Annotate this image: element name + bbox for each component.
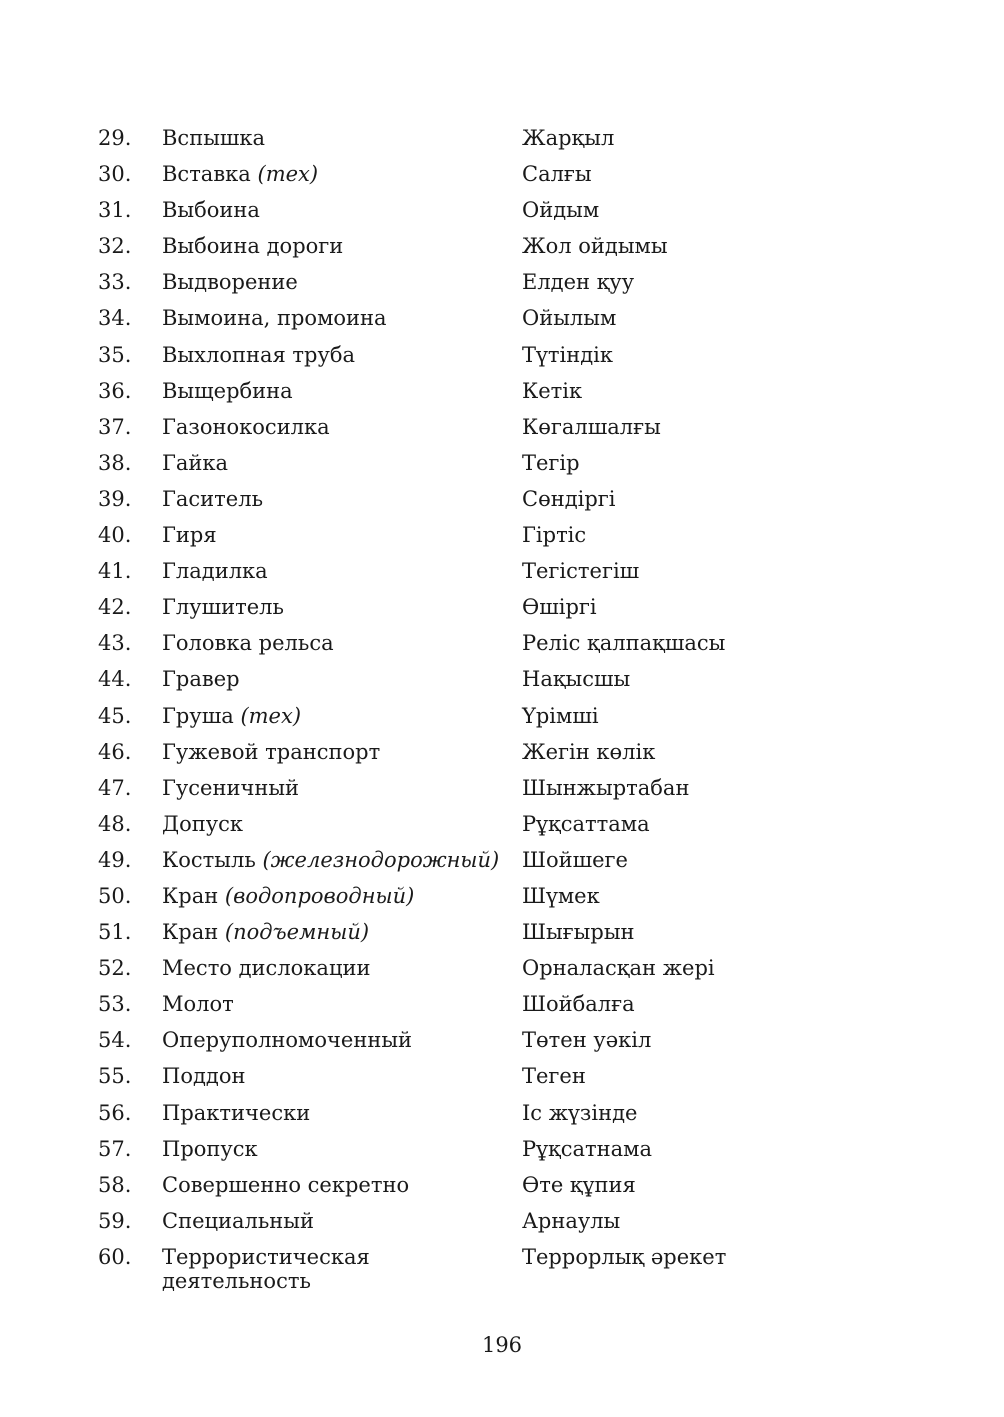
- kazakh-term: Рұқсатнама: [522, 1136, 652, 1161]
- kazakh-term: Шынжыртабан: [522, 775, 690, 800]
- entry-number: 59.: [98, 1208, 132, 1233]
- russian-term: [162, 1203, 522, 1239]
- entry-number: 53.: [98, 992, 132, 1017]
- entry-number: 52.: [98, 956, 132, 981]
- glossary-row: [98, 806, 918, 842]
- usage-note: (железнодорожный): [262, 847, 500, 872]
- kazakh-term: Шойшеге: [522, 847, 628, 872]
- kazakh-term: Сөндіргі: [522, 486, 616, 511]
- russian-term-text: Вымоина, промоина: [162, 306, 387, 331]
- russian-term: [162, 156, 522, 192]
- russian-term: [162, 553, 522, 589]
- glossary-row: [98, 698, 918, 734]
- kazakh-term: Жегін көлік: [522, 739, 656, 764]
- glossary-row: [98, 1167, 918, 1203]
- entry-number: 29.: [98, 126, 132, 150]
- glossary-row: [98, 1095, 918, 1131]
- glossary-row: [98, 589, 918, 625]
- page-number: 196: [481, 1333, 523, 1357]
- kazakh-term: Ойдым: [522, 198, 600, 223]
- russian-term-text: Выбоина: [162, 198, 260, 223]
- kazakh-term: Орналасқан жері: [522, 956, 715, 981]
- glossary-row: [98, 192, 918, 228]
- entry-number: 34.: [98, 306, 132, 331]
- entry-number: 50.: [98, 883, 132, 908]
- glossary-row: [98, 1058, 918, 1094]
- entry-number: 54.: [98, 1028, 132, 1053]
- glossary-row: [98, 625, 918, 661]
- russian-term: [162, 842, 522, 878]
- kazakh-term: Реліс қалпақшасы: [522, 631, 726, 656]
- russian-term-text: Вставка: [162, 162, 251, 187]
- kazakh-term: Нақысшы: [522, 667, 631, 692]
- russian-term-text: Поддон: [162, 1064, 246, 1089]
- kazakh-term: Шойбалға: [522, 992, 635, 1017]
- usage-note: (водопроводный): [224, 883, 415, 908]
- russian-term-text: Кран: [162, 920, 219, 945]
- entry-number: 37.: [98, 414, 132, 439]
- entry-number: 60.: [98, 1244, 132, 1269]
- glossary-list: [98, 120, 918, 1293]
- kazakh-term: Жарқыл: [522, 126, 615, 150]
- glossary-row: [98, 950, 918, 986]
- glossary-row: [98, 337, 918, 373]
- russian-term-text: Головка рельса: [162, 631, 334, 656]
- russian-term: [162, 1095, 522, 1131]
- russian-term: [162, 878, 522, 914]
- kazakh-term: Тегір: [522, 450, 580, 475]
- glossary-row: [98, 770, 918, 806]
- glossary-row: [98, 1203, 918, 1239]
- russian-term: [162, 373, 522, 409]
- russian-term: [162, 120, 522, 156]
- russian-term: [162, 950, 522, 986]
- entry-number: 47.: [98, 775, 132, 800]
- entry-number: 40.: [98, 523, 132, 548]
- russian-term: [162, 481, 522, 517]
- russian-term: [162, 337, 522, 373]
- kazakh-term: Шүмек: [522, 883, 600, 908]
- russian-term-text: Глушитель: [162, 595, 284, 620]
- entry-number: 45.: [98, 703, 132, 728]
- glossary-row: [98, 734, 918, 770]
- russian-term: [162, 1131, 522, 1167]
- russian-term-text: Гаситель: [162, 486, 264, 511]
- russian-term-text: Выщербина: [162, 378, 293, 403]
- kazakh-term: Террорлық әрекет: [522, 1244, 727, 1269]
- russian-term: [162, 770, 522, 806]
- russian-term: [162, 734, 522, 770]
- entry-number: 55.: [98, 1064, 132, 1089]
- kazakh-term: Салғы: [522, 162, 592, 187]
- glossary-row: [98, 409, 918, 445]
- russian-term-text: Террористическая деятельность: [162, 1244, 370, 1293]
- glossary-row: [98, 914, 918, 950]
- kazakh-term: Өшіргі: [522, 595, 597, 620]
- russian-term-text: Груша: [162, 703, 234, 728]
- glossary-row: [98, 445, 918, 481]
- russian-term-text: Гайка: [162, 450, 229, 475]
- russian-term-text: Специальный: [162, 1208, 314, 1233]
- glossary-row: [98, 264, 918, 300]
- entry-number: 48.: [98, 811, 132, 836]
- glossary-row: [98, 553, 918, 589]
- russian-term: [162, 409, 522, 445]
- entry-number: 31.: [98, 198, 132, 223]
- entry-number: 39.: [98, 486, 132, 511]
- russian-term: [162, 1245, 522, 1293]
- glossary-row: [98, 481, 918, 517]
- entry-number: 43.: [98, 631, 132, 656]
- kazakh-term: Рұқсаттама: [522, 811, 650, 836]
- glossary-row: [98, 842, 918, 878]
- russian-term-text: Оперуполномоченный: [162, 1028, 413, 1053]
- russian-term: [162, 986, 522, 1022]
- russian-term-text: Место дислокации: [162, 956, 371, 981]
- glossary-row: [98, 1131, 918, 1167]
- russian-term-text: Допуск: [162, 811, 243, 836]
- russian-term: [162, 806, 522, 842]
- russian-term-text: Гусеничный: [162, 775, 300, 800]
- russian-term: [162, 698, 522, 734]
- russian-term: [162, 1058, 522, 1094]
- glossary-row: [98, 300, 918, 336]
- entry-number: 51.: [98, 920, 132, 945]
- glossary-row: [98, 120, 918, 156]
- kazakh-term: Өте құпия: [522, 1172, 636, 1197]
- entry-number: 46.: [98, 739, 132, 764]
- russian-term: [162, 228, 522, 264]
- russian-term: [162, 517, 522, 553]
- russian-term-text: Практически: [162, 1100, 311, 1125]
- entry-number: 41.: [98, 559, 132, 584]
- kazakh-term: Арнаулы: [522, 1208, 621, 1233]
- usage-note: (тех): [240, 703, 302, 728]
- russian-term: [162, 264, 522, 300]
- russian-term: [162, 1022, 522, 1058]
- russian-term-text: Вспышка: [162, 126, 266, 150]
- entry-number: 33.: [98, 270, 132, 295]
- russian-term: [162, 661, 522, 697]
- entry-number: 38.: [98, 450, 132, 475]
- russian-term-text: Молот: [162, 992, 234, 1017]
- russian-term-text: Гиря: [162, 523, 217, 548]
- glossary-row: [98, 517, 918, 553]
- kazakh-term: Тегістегіш: [522, 559, 640, 584]
- russian-term: [162, 1167, 522, 1203]
- glossary-row: [98, 661, 918, 697]
- entry-number: 36.: [98, 378, 132, 403]
- kazakh-term: Теген: [522, 1064, 586, 1089]
- entry-number: 44.: [98, 667, 132, 692]
- kazakh-term: Ойылым: [522, 306, 617, 331]
- russian-term-text: Костыль: [162, 847, 256, 872]
- kazakh-term: Гіртіс: [522, 523, 587, 548]
- russian-term: [162, 589, 522, 625]
- usage-note: (тех): [257, 162, 319, 187]
- russian-term: [162, 625, 522, 661]
- entry-number: 30.: [98, 162, 132, 187]
- kazakh-term: Көгалшалғы: [522, 414, 661, 439]
- entry-number: 49.: [98, 847, 132, 872]
- kazakh-term: Төтен уәкіл: [522, 1028, 652, 1053]
- entry-number: 56.: [98, 1100, 132, 1125]
- kazakh-term: Түтіндік: [522, 342, 613, 367]
- glossary-row: [98, 1239, 918, 1293]
- kazakh-term: Іс жүзінде: [522, 1100, 638, 1125]
- russian-term-text: Выхлопная труба: [162, 342, 355, 367]
- kazakh-term: Елден қуу: [522, 270, 635, 295]
- entry-number: 42.: [98, 595, 132, 620]
- russian-term-text: Гладилка: [162, 559, 268, 584]
- russian-term: [162, 445, 522, 481]
- glossary-row: [98, 156, 918, 192]
- entry-number: 58.: [98, 1172, 132, 1197]
- kazakh-term: Үрімші: [522, 703, 599, 728]
- kazakh-term: Кетік: [522, 378, 583, 403]
- russian-term-text: Совершенно секретно: [162, 1172, 410, 1197]
- russian-term-text: Газонокосилка: [162, 414, 330, 439]
- russian-term-text: Пропуск: [162, 1136, 258, 1161]
- russian-term: [162, 914, 522, 950]
- entry-number: 35.: [98, 342, 132, 367]
- russian-term-text: Гужевой транспорт: [162, 739, 381, 764]
- glossary-row: [98, 878, 918, 914]
- glossary-row: [98, 373, 918, 409]
- russian-term-text: Выбоина дороги: [162, 234, 344, 259]
- kazakh-term: Жол ойдымы: [522, 234, 668, 259]
- russian-term-text: Выдворение: [162, 270, 298, 295]
- entry-number: 32.: [98, 234, 132, 259]
- usage-note: (подъемный): [224, 920, 370, 945]
- glossary-row: [98, 986, 918, 1022]
- kazakh-term: Шығырын: [522, 920, 635, 945]
- glossary-row: [98, 1022, 918, 1058]
- russian-term-text: Кран: [162, 883, 219, 908]
- glossary-row: [98, 228, 918, 264]
- entry-number: 57.: [98, 1136, 132, 1161]
- russian-term: [162, 192, 522, 228]
- russian-term: [162, 300, 522, 336]
- russian-term-text: Гравер: [162, 667, 240, 692]
